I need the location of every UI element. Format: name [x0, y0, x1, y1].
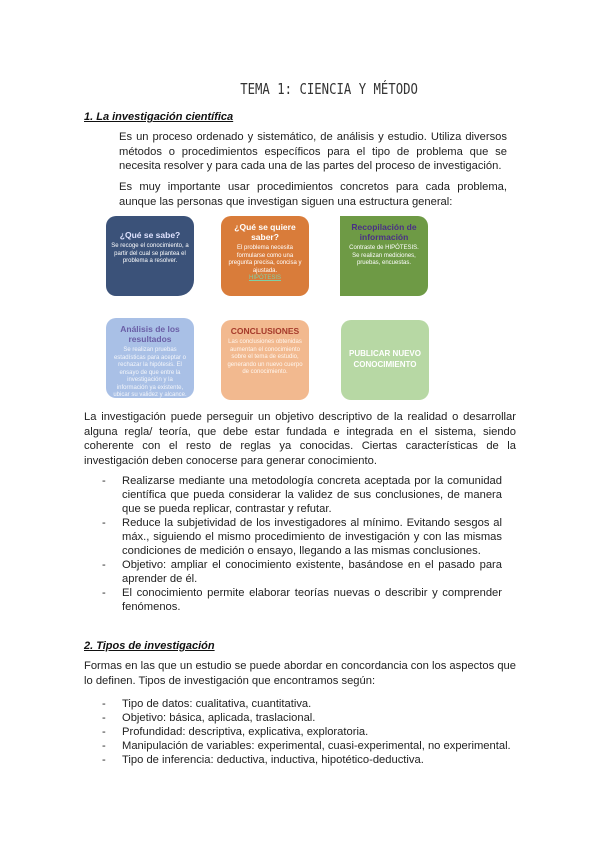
section1-heading: 1. La investigación científica [84, 111, 234, 123]
step-box-title: CONCLUSIONES [230, 326, 300, 336]
step-box-que-se-quiere-saber [221, 216, 309, 296]
list-item: - Tipo de inferencia: deductiva, inductiva, hipotético-deductiva. [102, 753, 532, 767]
step-box-que-se-sabe [106, 216, 194, 296]
step-box-body: El problema necesita formularse como una pregunta precisa, concisa y ajustada. [228, 245, 302, 274]
step-box-recopilacion [340, 216, 428, 296]
section1-para1: Es un proceso ordenado y sistemático, de análisis y estudio. Utiliza diversos métodos o procedimientos específicos para el tipo de problema que se necesita resolver y para cada una de las partes del proceso de investigación. [119, 131, 507, 172]
list-item: - Tipo de datos: cualitativa, cuantitativa. [102, 697, 532, 711]
list-item: - Objetivo: básica, aplicada, traslacional. [102, 711, 532, 725]
section2-heading: 2. Tipos de investigación [84, 640, 215, 652]
hipotesis-link[interactable]: HIPÓTESIS [248, 275, 281, 281]
step-box-title: ¿Qué se quiere saber? [234, 222, 296, 242]
document-title: TEMA 1: CIENCIA Y MÉTODO [239, 80, 418, 98]
section1-para3: La investigación puede perseguir un objetivo descriptivo de la realidad o desarrollar alguna regla/ teoría, que debe estar fundada e integrada en el sistema, siendo coherente con el resto de reglas ya conocidas. Ciertas características de la investigación deben conocerse para generar conocimiento. [84, 411, 516, 467]
step-box-publicar [341, 320, 429, 400]
step-box-body: Se realizan pruebas estadísticas para aceptar o rechazar la hipótesis. El ensayo de que entre la investigación y la información ya existente, ubicar su validez y alcance. [113, 347, 187, 398]
section2-para1: Formas en las que un estudio se puede abordar en concordancia con los aspectos que lo definen. Tipos de investigación que encontramos según: [84, 660, 516, 687]
section1-para2: Es muy importante usar procedimientos concretos para cada problema, aunque las personas que investigan siguen una estructura general: [119, 181, 507, 208]
list-item: - El conocimiento permite elaborar teorías nuevas o describir y comprender fenómenos. [102, 586, 502, 614]
step-box-title: PUBLICAR NUEVO CONOCIMIENTO [348, 349, 421, 369]
step-box-title: ¿Qué se sabe? [119, 230, 181, 240]
list-item: - Profundidad: descriptiva, explicativa, exploratoria. [102, 725, 532, 739]
step-box-analisis [106, 318, 194, 398]
step-box-body: Las conclusiones obtenidas aumentan el conocimiento sobre el tema de estudio, generando un nuevo cuerpo de conocimiento. [227, 339, 303, 375]
step-box-body: Contraste de HIPÓTESIS. Se realizan mediciones, pruebas, encuestas. [349, 245, 419, 266]
list-item: - Manipulación de variables: experimental, cuasi-experimental, no experimental. [102, 739, 532, 753]
section2-bullet-list [102, 697, 532, 767]
step-box-title: Recopilación de información [351, 222, 417, 242]
list-item: - Realizarse mediante una metodología concreta aceptada por la comunidad científica que pueda considerar la validez de sus conclusiones, de manera que se pueda replicar, contrastar y refutar. [102, 474, 502, 516]
step-box-conclusiones [221, 320, 309, 400]
section1-bullet-list [102, 474, 502, 614]
step-box-body: Se recoge el conocimiento, a partir del cual se plantea el problema a resolver. [111, 243, 189, 264]
list-item: - Objetivo: ampliar el conocimiento existente, basándose en el pasado para aprender de él. [102, 558, 502, 586]
step-box-title: Análisis de los resultados [120, 324, 180, 344]
list-item: - Reduce la subjetividad de los investigadores al mínimo. Evitando sesgos al máx., siguiendo el mismo procedimiento de investigación y con las mismas condiciones de medición o ensayo, llegando a las mismas conclusiones. [102, 516, 502, 558]
